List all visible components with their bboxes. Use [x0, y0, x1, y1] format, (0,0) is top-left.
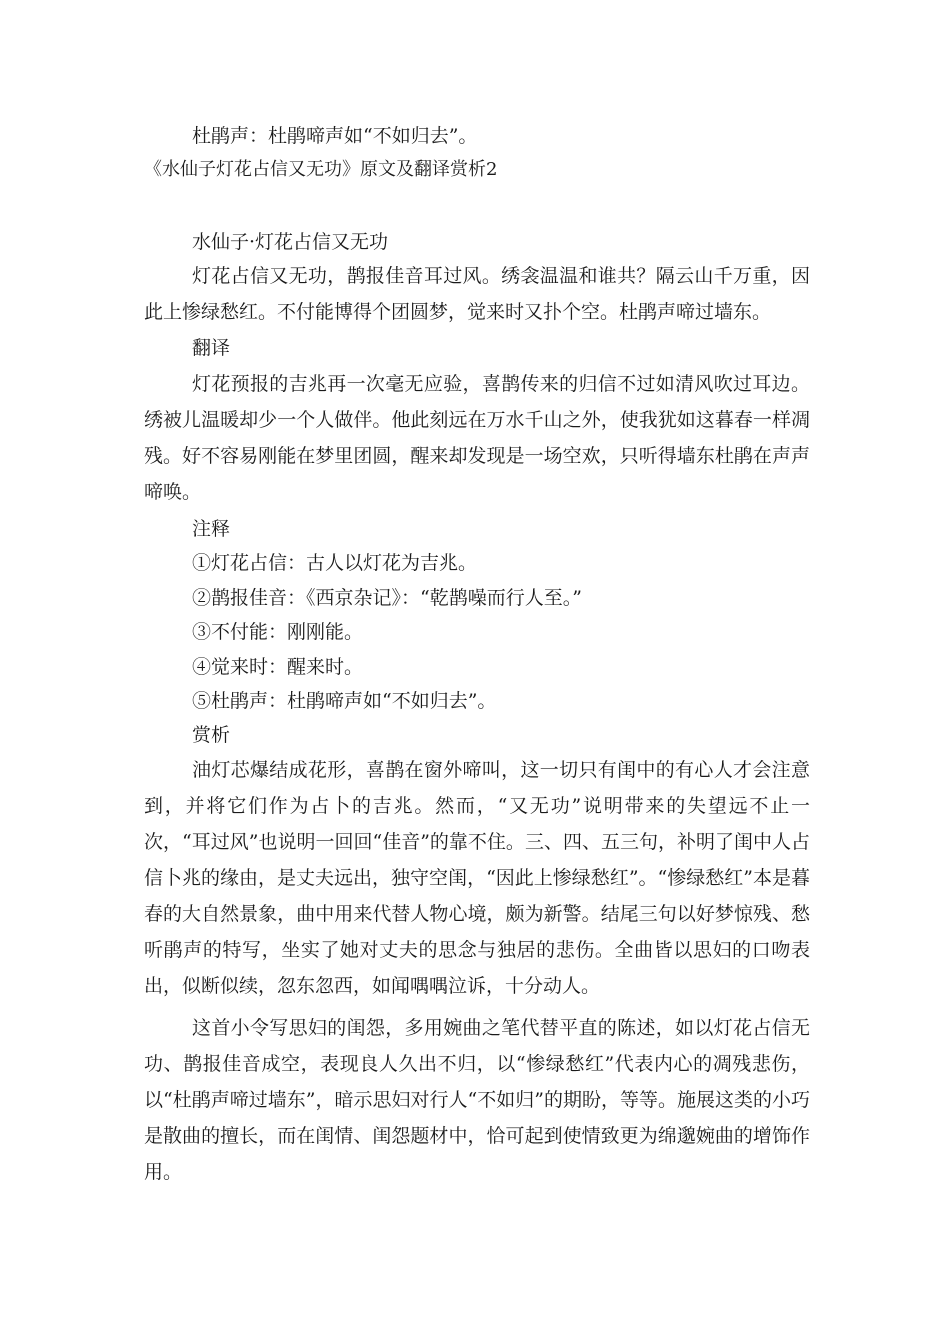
poem-text: 灯花占信又无功，鹊报佳音耳过风。绣衾温温和谁共？隔云山千万重，因此上惨绿愁红。不付能博得个团圆梦，觉来时又扑个空。杜鹃声啼过墙东。 [144, 265, 810, 323]
translation-heading: 翻译 [192, 337, 231, 359]
analysis-paragraph-1: 油灯芯爆结成花形，喜鹊在窗外啼叫，这一切只有闺中的有心人才会注意到，并将它们作为占卜的吉兆。然而，“又无功”说明带来的失望远不止一次，“耳过风”也说明一回回“佳音”的靠不住。三、四、五三句，补明了闺中人占信卜兆的缘由，是丈夫远出，独守空闺，“因此上惨绿愁红”。“惨绿愁红”本是暮春的大自然景象，曲中用来代替人物心境，颇为新警。结尾三句以好梦惊残、愁听鹃声的特写，坐实了她对丈夫的思念与独居的悲伤。全曲皆以思妇的口吻表出，似断似续，忽东忽西，如闻喁喁泣诉，十分动人。 [144, 759, 810, 997]
poem-title: 水仙子·灯花占信又无功 [192, 231, 389, 253]
note-item: ④觉来时：醒来时。 [192, 656, 364, 678]
note-item: ③不付能：刚刚能。 [192, 621, 364, 643]
note-item: ⑤杜鹃声：杜鹃啼声如“不如归去”。 [192, 690, 497, 712]
notes-heading: 注释 [192, 518, 231, 540]
translation-text: 灯花预报的吉兆再一次毫无应验，喜鹊传来的归信不过如清风吹过耳边。绣被儿温暖却少一个人做伴。他此刻远在万水千山之外，使我犹如这暮春一样凋残。好不容易刚能在梦里团圆，醒来却发现是一场空欢，只听得墙东杜鹃在声声啼唤。 [144, 373, 810, 503]
analysis-paragraph-2: 这首小令写思妇的闺怨，多用婉曲之笔代替平直的陈述，如以灯花占信无功、鹊报佳音成空，表现良人久出不归，以“惨绿愁红”代表内心的凋残悲伤，以“杜鹃声啼过墙东”，暗示思妇对行人“不如归”的期盼，等等。施展这类的小巧是散曲的擅长，而在闺情、闺怨题材中，恰可起到使情致更为绵邈婉曲的增饰作用。 [144, 1017, 810, 1183]
note-item: ①灯花占信：古人以灯花为吉兆。 [192, 552, 478, 574]
analysis-heading: 赏析 [192, 724, 231, 746]
note-item: ②鹊报佳音：《西京杂记》：“乾鹊噪而行人至。” [192, 587, 582, 609]
section-title: 《水仙子灯花占信又无功》原文及翻译赏析2 [144, 159, 498, 180]
top-note-line: 杜鹃声：杜鹃啼声如“不如归去”。 [192, 125, 478, 147]
